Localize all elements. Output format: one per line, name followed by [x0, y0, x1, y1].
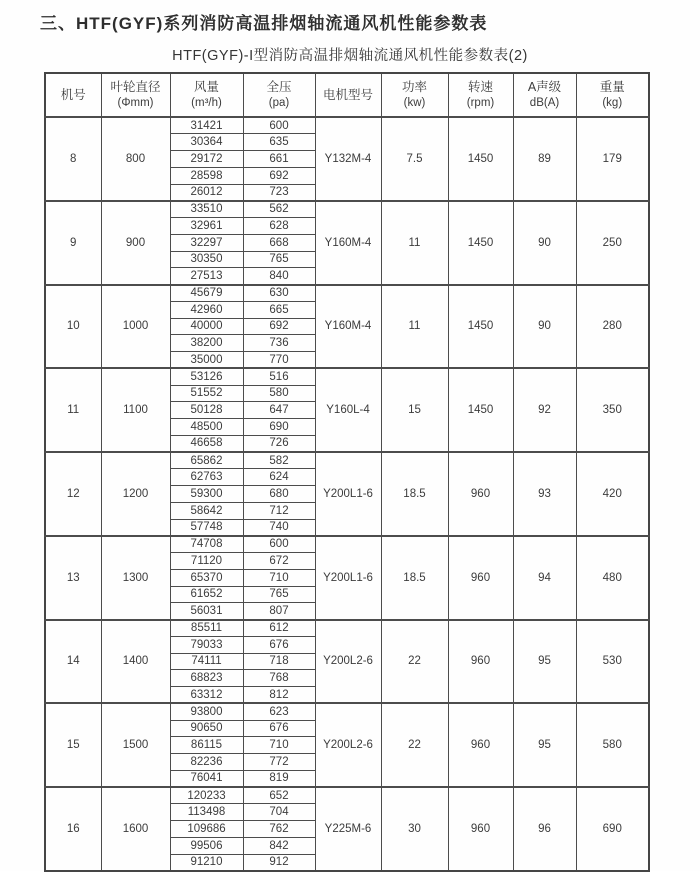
table-row [45, 536, 649, 553]
weight-cell: 580 [576, 703, 649, 787]
air-volume-cell: 32961 [170, 218, 243, 235]
air-volume-cell: 76041 [170, 770, 243, 787]
motor-model-cell: Y132M-4 [315, 117, 381, 201]
col-header-total-pressure [243, 73, 315, 117]
total-pressure-cell: 612 [243, 620, 315, 637]
total-pressure-cell: 736 [243, 335, 315, 352]
power-cell: 7.5 [381, 117, 448, 201]
weight-cell: 350 [576, 368, 649, 452]
air-volume-cell: 27513 [170, 268, 243, 285]
air-volume-cell: 74708 [170, 536, 243, 553]
header-unit: (Φmm) [117, 96, 154, 109]
air-volume-cell: 46658 [170, 435, 243, 452]
air-volume-cell: 74111 [170, 653, 243, 670]
header-unit: dB(A) [529, 96, 560, 109]
header-label: 功率 [401, 80, 427, 95]
weight-cell: 250 [576, 201, 649, 285]
model-no-cell: 13 [45, 536, 101, 620]
air-volume-cell: 30350 [170, 251, 243, 268]
weight-cell: 480 [576, 536, 649, 620]
air-volume-cell: 57748 [170, 519, 243, 536]
col-header-speed [448, 73, 513, 117]
model-no-cell: 10 [45, 285, 101, 369]
speed-cell: 960 [448, 620, 513, 704]
total-pressure-cell: 712 [243, 502, 315, 519]
total-pressure-cell: 635 [243, 134, 315, 151]
table-row [45, 452, 649, 469]
air-volume-cell: 68823 [170, 670, 243, 687]
total-pressure-cell: 692 [243, 318, 315, 335]
noise-level-cell: 89 [513, 117, 576, 201]
total-pressure-cell: 807 [243, 603, 315, 620]
model-no-cell: 11 [45, 368, 101, 452]
noise-level-cell: 94 [513, 536, 576, 620]
air-volume-cell: 86115 [170, 737, 243, 754]
noise-level-cell: 90 [513, 201, 576, 285]
total-pressure-cell: 623 [243, 703, 315, 720]
motor-model-cell: Y200L2-6 [315, 703, 381, 787]
total-pressure-cell: 562 [243, 201, 315, 218]
table-row [45, 285, 649, 302]
total-pressure-cell: 680 [243, 486, 315, 503]
total-pressure-cell: 630 [243, 285, 315, 302]
total-pressure-cell: 770 [243, 352, 315, 369]
air-volume-cell: 65370 [170, 569, 243, 586]
total-pressure-cell: 718 [243, 653, 315, 670]
power-cell: 15 [381, 368, 448, 452]
total-pressure-cell: 812 [243, 687, 315, 704]
impeller-diameter-cell: 1100 [101, 368, 170, 452]
col-header-air-volume [170, 73, 243, 117]
header-label: 电机型号 [322, 87, 373, 102]
motor-model-cell: Y160L-4 [315, 368, 381, 452]
air-volume-cell: 56031 [170, 603, 243, 620]
power-cell: 22 [381, 620, 448, 704]
impeller-diameter-cell: 1200 [101, 452, 170, 536]
noise-level-cell: 90 [513, 285, 576, 369]
air-volume-cell: 58642 [170, 502, 243, 519]
impeller-diameter-cell: 1300 [101, 536, 170, 620]
motor-model-cell: Y225M-6 [315, 787, 381, 871]
col-header-power [381, 73, 448, 117]
impeller-diameter-cell: 1000 [101, 285, 170, 369]
total-pressure-cell: 516 [243, 368, 315, 385]
air-volume-cell: 82236 [170, 754, 243, 771]
table-subtitle: HTF(GYF)-I型消防高温排烟轴流通风机性能参数表(2) [172, 48, 528, 64]
fan-parameters-table [44, 72, 650, 872]
air-volume-cell: 85511 [170, 620, 243, 637]
total-pressure-cell: 600 [243, 117, 315, 134]
table-row [45, 620, 649, 637]
total-pressure-cell: 768 [243, 670, 315, 687]
model-no-cell: 15 [45, 703, 101, 787]
motor-model-cell: Y200L1-6 [315, 452, 381, 536]
air-volume-cell: 26012 [170, 184, 243, 201]
total-pressure-cell: 676 [243, 636, 315, 653]
speed-cell: 960 [448, 452, 513, 536]
total-pressure-cell: 840 [243, 268, 315, 285]
air-volume-cell: 31421 [170, 117, 243, 134]
air-volume-cell: 65862 [170, 452, 243, 469]
total-pressure-cell: 647 [243, 402, 315, 419]
table-row [45, 703, 649, 720]
air-volume-cell: 93800 [170, 703, 243, 720]
air-volume-cell: 33510 [170, 201, 243, 218]
weight-cell: 420 [576, 452, 649, 536]
weight-cell: 280 [576, 285, 649, 369]
impeller-diameter-cell: 800 [101, 117, 170, 201]
header-label: 重量 [599, 80, 625, 95]
col-header-weight [576, 73, 649, 117]
total-pressure-cell: 762 [243, 821, 315, 838]
header-label: 全压 [266, 80, 292, 95]
table-row [45, 787, 649, 804]
total-pressure-cell: 690 [243, 419, 315, 436]
noise-level-cell: 96 [513, 787, 576, 871]
air-volume-cell: 99506 [170, 837, 243, 854]
table-header [45, 73, 649, 117]
total-pressure-cell: 912 [243, 854, 315, 871]
header-label: 叶轮直径 [110, 80, 161, 95]
air-volume-cell: 29172 [170, 151, 243, 168]
motor-model-cell: Y160M-4 [315, 285, 381, 369]
air-volume-cell: 51552 [170, 385, 243, 402]
total-pressure-cell: 710 [243, 737, 315, 754]
table-row [45, 201, 649, 218]
speed-cell: 1450 [448, 285, 513, 369]
air-volume-cell: 48500 [170, 419, 243, 436]
power-cell: 11 [381, 201, 448, 285]
total-pressure-cell: 710 [243, 569, 315, 586]
motor-model-cell: Y200L1-6 [315, 536, 381, 620]
impeller-diameter-cell: 1500 [101, 703, 170, 787]
total-pressure-cell: 582 [243, 452, 315, 469]
col-header-motor-model [315, 73, 381, 117]
total-pressure-cell: 692 [243, 167, 315, 184]
impeller-diameter-cell: 1600 [101, 787, 170, 871]
air-volume-cell: 71120 [170, 553, 243, 570]
header-label: A声级 [527, 80, 562, 95]
model-no-cell: 14 [45, 620, 101, 704]
table-body [45, 117, 649, 871]
total-pressure-cell: 580 [243, 385, 315, 402]
power-cell: 30 [381, 787, 448, 871]
air-volume-cell: 90650 [170, 720, 243, 737]
air-volume-cell: 40000 [170, 318, 243, 335]
power-cell: 18.5 [381, 452, 448, 536]
total-pressure-cell: 672 [243, 553, 315, 570]
air-volume-cell: 63312 [170, 687, 243, 704]
speed-cell: 960 [448, 536, 513, 620]
total-pressure-cell: 704 [243, 804, 315, 821]
model-no-cell: 16 [45, 787, 101, 871]
air-volume-cell: 61652 [170, 586, 243, 603]
total-pressure-cell: 842 [243, 837, 315, 854]
total-pressure-cell: 628 [243, 218, 315, 235]
power-cell: 22 [381, 703, 448, 787]
impeller-diameter-cell: 900 [101, 201, 170, 285]
header-unit: (pa) [268, 96, 290, 109]
air-volume-cell: 79033 [170, 636, 243, 653]
air-volume-cell: 32297 [170, 234, 243, 251]
total-pressure-cell: 600 [243, 536, 315, 553]
speed-cell: 960 [448, 787, 513, 871]
header-label: 机号 [60, 87, 86, 102]
model-no-cell: 12 [45, 452, 101, 536]
speed-cell: 1450 [448, 117, 513, 201]
total-pressure-cell: 765 [243, 251, 315, 268]
air-volume-cell: 120233 [170, 787, 243, 804]
motor-model-cell: Y160M-4 [315, 201, 381, 285]
air-volume-cell: 35000 [170, 352, 243, 369]
power-cell: 11 [381, 285, 448, 369]
air-volume-cell: 28598 [170, 167, 243, 184]
noise-level-cell: 92 [513, 368, 576, 452]
air-volume-cell: 30364 [170, 134, 243, 151]
weight-cell: 530 [576, 620, 649, 704]
speed-cell: 960 [448, 703, 513, 787]
header-unit: (kw) [403, 96, 426, 109]
noise-level-cell: 95 [513, 620, 576, 704]
model-no-cell: 9 [45, 201, 101, 285]
total-pressure-cell: 668 [243, 234, 315, 251]
total-pressure-cell: 665 [243, 301, 315, 318]
total-pressure-cell: 723 [243, 184, 315, 201]
air-volume-cell: 62763 [170, 469, 243, 486]
power-cell: 18.5 [381, 536, 448, 620]
total-pressure-cell: 819 [243, 770, 315, 787]
total-pressure-cell: 772 [243, 754, 315, 771]
header-row [45, 73, 649, 117]
total-pressure-cell: 676 [243, 720, 315, 737]
air-volume-cell: 45679 [170, 285, 243, 302]
total-pressure-cell: 624 [243, 469, 315, 486]
col-header-model-no [45, 73, 101, 117]
page-title: 三、HTF(GYF)系列消防高温排烟轴流通风机性能参数表 [40, 14, 488, 33]
total-pressure-cell: 661 [243, 151, 315, 168]
motor-model-cell: Y200L2-6 [315, 620, 381, 704]
noise-level-cell: 95 [513, 703, 576, 787]
total-pressure-cell: 765 [243, 586, 315, 603]
header-label: 转速 [467, 80, 493, 95]
weight-cell: 690 [576, 787, 649, 871]
noise-level-cell: 93 [513, 452, 576, 536]
air-volume-cell: 113498 [170, 804, 243, 821]
impeller-diameter-cell: 1400 [101, 620, 170, 704]
header-unit: (rpm) [466, 96, 495, 109]
total-pressure-cell: 726 [243, 435, 315, 452]
col-header-impeller-diameter [101, 73, 170, 117]
air-volume-cell: 109686 [170, 821, 243, 838]
air-volume-cell: 91210 [170, 854, 243, 871]
air-volume-cell: 42960 [170, 301, 243, 318]
model-no-cell: 8 [45, 117, 101, 201]
speed-cell: 1450 [448, 368, 513, 452]
speed-cell: 1450 [448, 201, 513, 285]
total-pressure-cell: 740 [243, 519, 315, 536]
header-label: 风量 [193, 80, 219, 95]
table-row [45, 117, 649, 134]
air-volume-cell: 50128 [170, 402, 243, 419]
header-unit: (m³/h) [191, 96, 222, 109]
weight-cell: 179 [576, 117, 649, 201]
air-volume-cell: 38200 [170, 335, 243, 352]
total-pressure-cell: 652 [243, 787, 315, 804]
col-header-noise-level [513, 73, 576, 117]
air-volume-cell: 53126 [170, 368, 243, 385]
table-row [45, 368, 649, 385]
header-unit: (kg) [602, 96, 623, 109]
air-volume-cell: 59300 [170, 486, 243, 503]
